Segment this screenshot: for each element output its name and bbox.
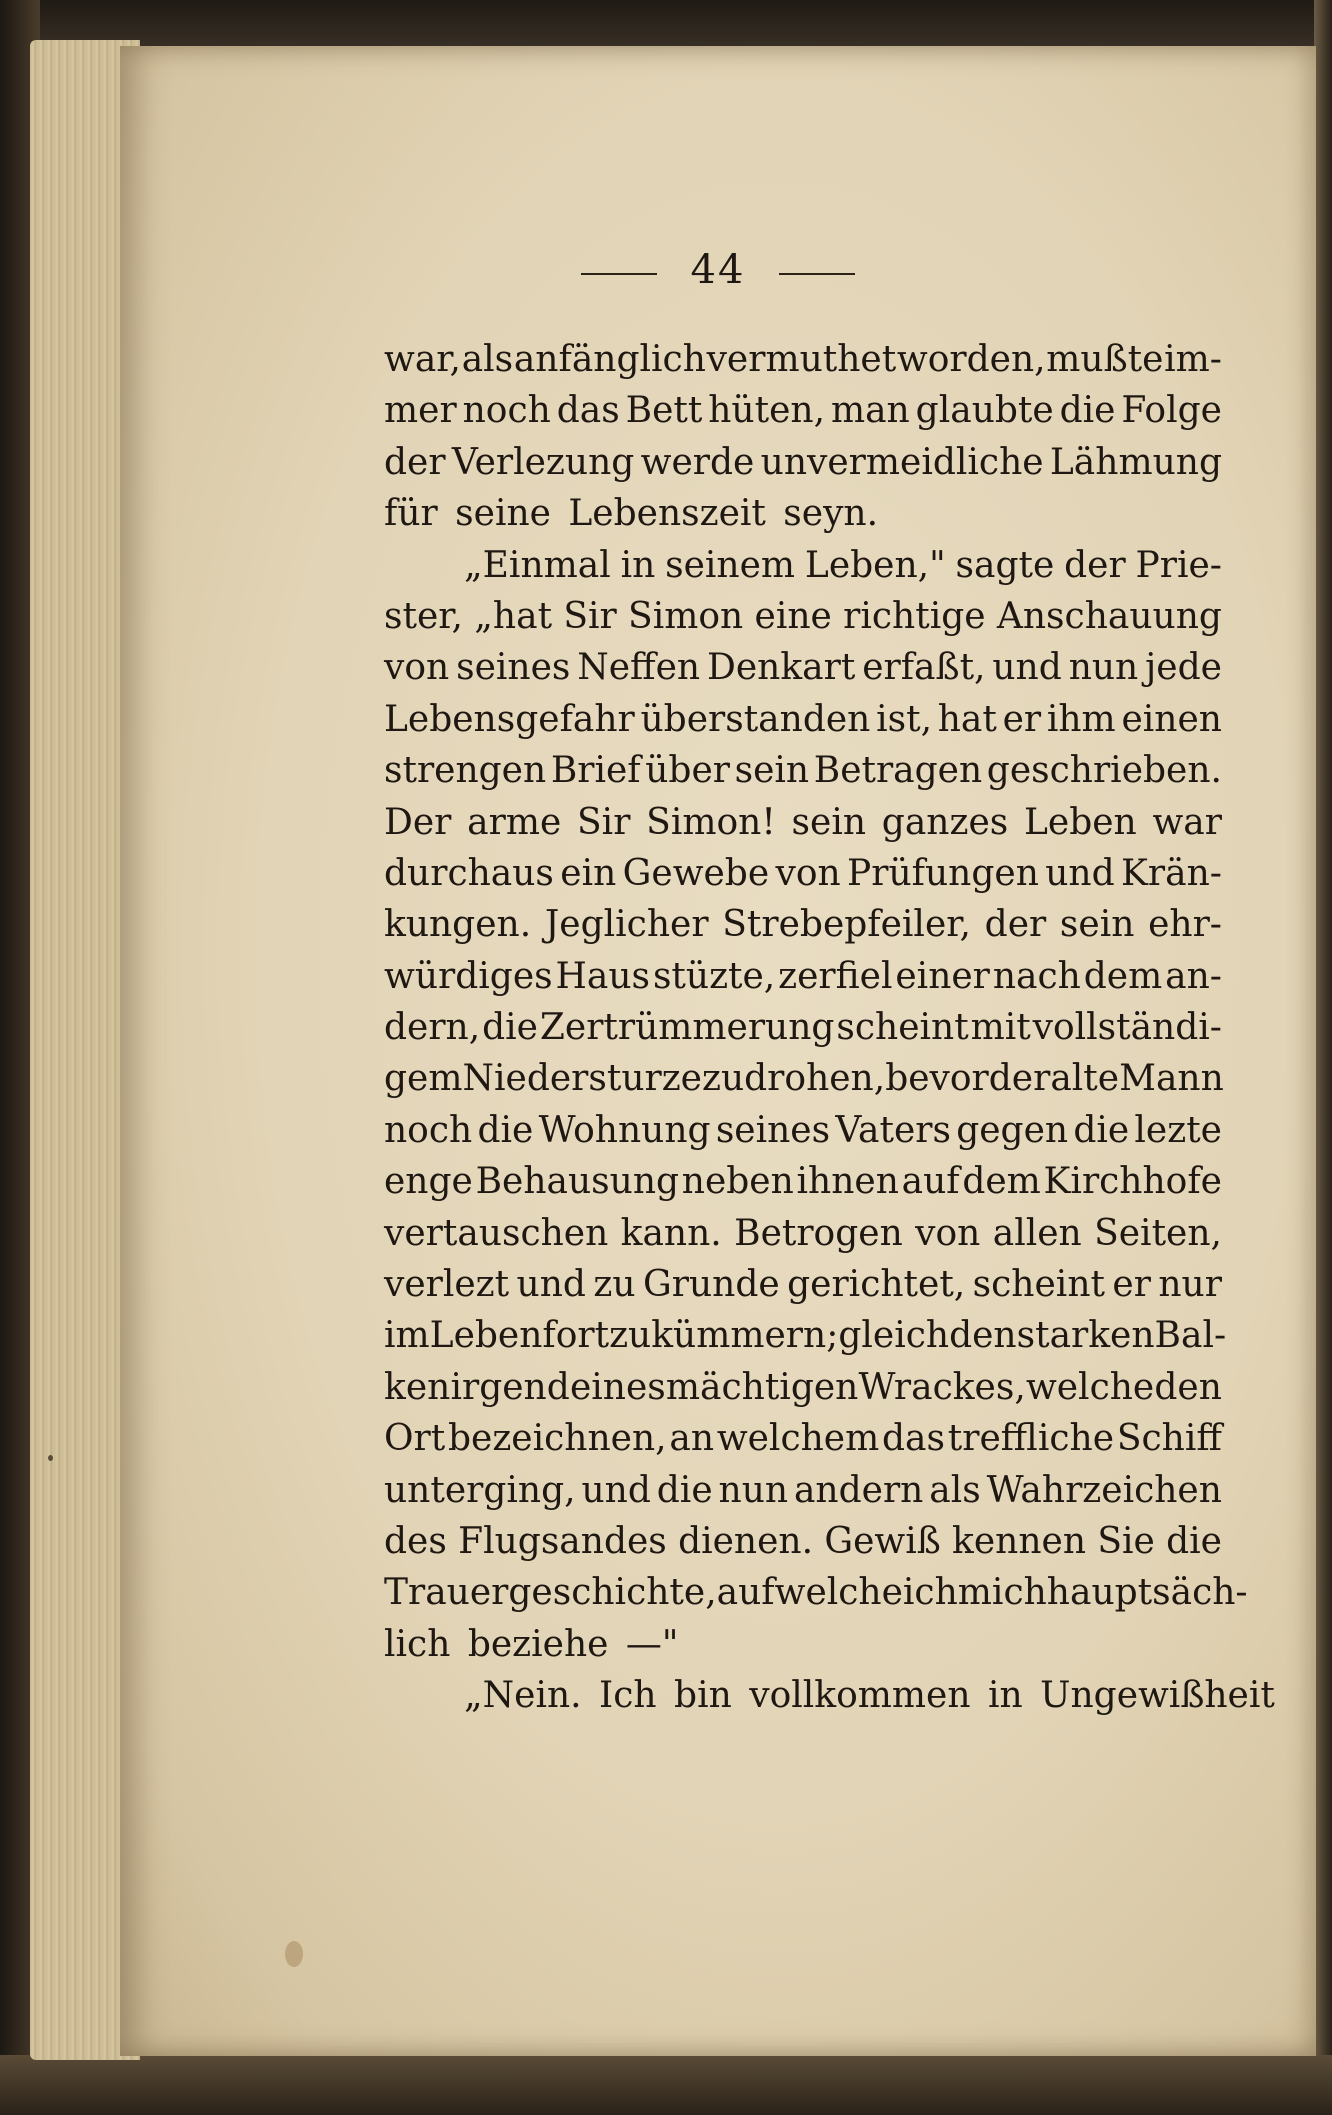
text-line: war, als anfänglich vermuthet worden, mußte im- xyxy=(384,339,1222,380)
text-line: mer noch das Bett hüten, man glaubte die Folge xyxy=(384,390,1222,432)
text-line: Lebensgefahr überstanden ist, hat er ihm einen xyxy=(384,698,1222,740)
text-line: gem Niedersturze zu drohen, bevor der alte Mann xyxy=(384,1058,1224,1100)
text-line: „Nein. Ich bin vollkommen in Ungewißheit xyxy=(464,1675,1275,1717)
text-line: strengen Brief über sein Betragen geschrieben. xyxy=(384,750,1222,792)
text-line: würdiges Haus stüzte, zerfiel einer nach dem an- xyxy=(384,955,1222,997)
text-line: noch die Wohnung seines Vaters gegen die lezte xyxy=(384,1109,1222,1151)
text-line: für seine Lebenszeit seyn. xyxy=(384,493,879,535)
text-line: von seines Neffen Denkart erfaßt, und nun jede xyxy=(384,647,1222,689)
header-rule-left xyxy=(581,273,657,275)
text-line: dern, die Zertrümmerung scheint mit vollständi- xyxy=(384,1007,1222,1049)
page-header xyxy=(120,240,1316,300)
text-line: kungen. Jeglicher Strebepfeiler, der sein ehr- xyxy=(384,904,1222,946)
text-line: enge Behausung neben ihnen auf dem Kirchhofe xyxy=(384,1161,1222,1203)
text-line: vertauschen kann. Betrogen von allen Seiten, xyxy=(384,1212,1222,1254)
header-rule-right xyxy=(779,273,855,275)
book-cover-top-edge xyxy=(0,0,1332,52)
book-cover-right-edge xyxy=(1314,0,1332,2115)
text-line: durchaus ein Gewebe von Prüfungen und Krän- xyxy=(384,852,1222,894)
page-number: 44 xyxy=(690,247,746,293)
text-line: im Leben fortzukümmern; gleich den starken Bal- xyxy=(384,1315,1227,1357)
text-line: unterging, und die nun andern als Wahrzeichen xyxy=(384,1469,1222,1511)
ink-speck xyxy=(48,1455,53,1461)
text-line: verlezt und zu Grunde gerichtet, scheint er nur xyxy=(384,1264,1222,1306)
text-line: ken irgend eines mächtigen Wrackes, welche den xyxy=(384,1366,1222,1408)
text-line: lich beziehe —" xyxy=(384,1623,679,1665)
body-text xyxy=(384,334,1275,1722)
foxing-stain xyxy=(285,1941,303,1967)
text-line: ster, „hat Sir Simon eine richtige Anschauung xyxy=(384,595,1222,637)
text-line: „Einmal in seinem Leben," sagte der Prie- xyxy=(464,544,1222,586)
book-cover-bottom-edge xyxy=(0,2055,1332,2115)
text-line: Der arme Sir Simon! sein ganzes Leben war xyxy=(384,801,1222,843)
text-line: des Flugsandes dienen. Gewiß kennen Sie die xyxy=(384,1520,1222,1562)
text-line: Ort bezeichnen, an welchem das treffliche Schiff xyxy=(384,1418,1222,1460)
text-line: der Verlezung werde unvermeidliche Lähmung xyxy=(384,441,1222,483)
text-line: Trauergeschichte, auf welche ich mich hauptsäch- xyxy=(384,1572,1248,1614)
